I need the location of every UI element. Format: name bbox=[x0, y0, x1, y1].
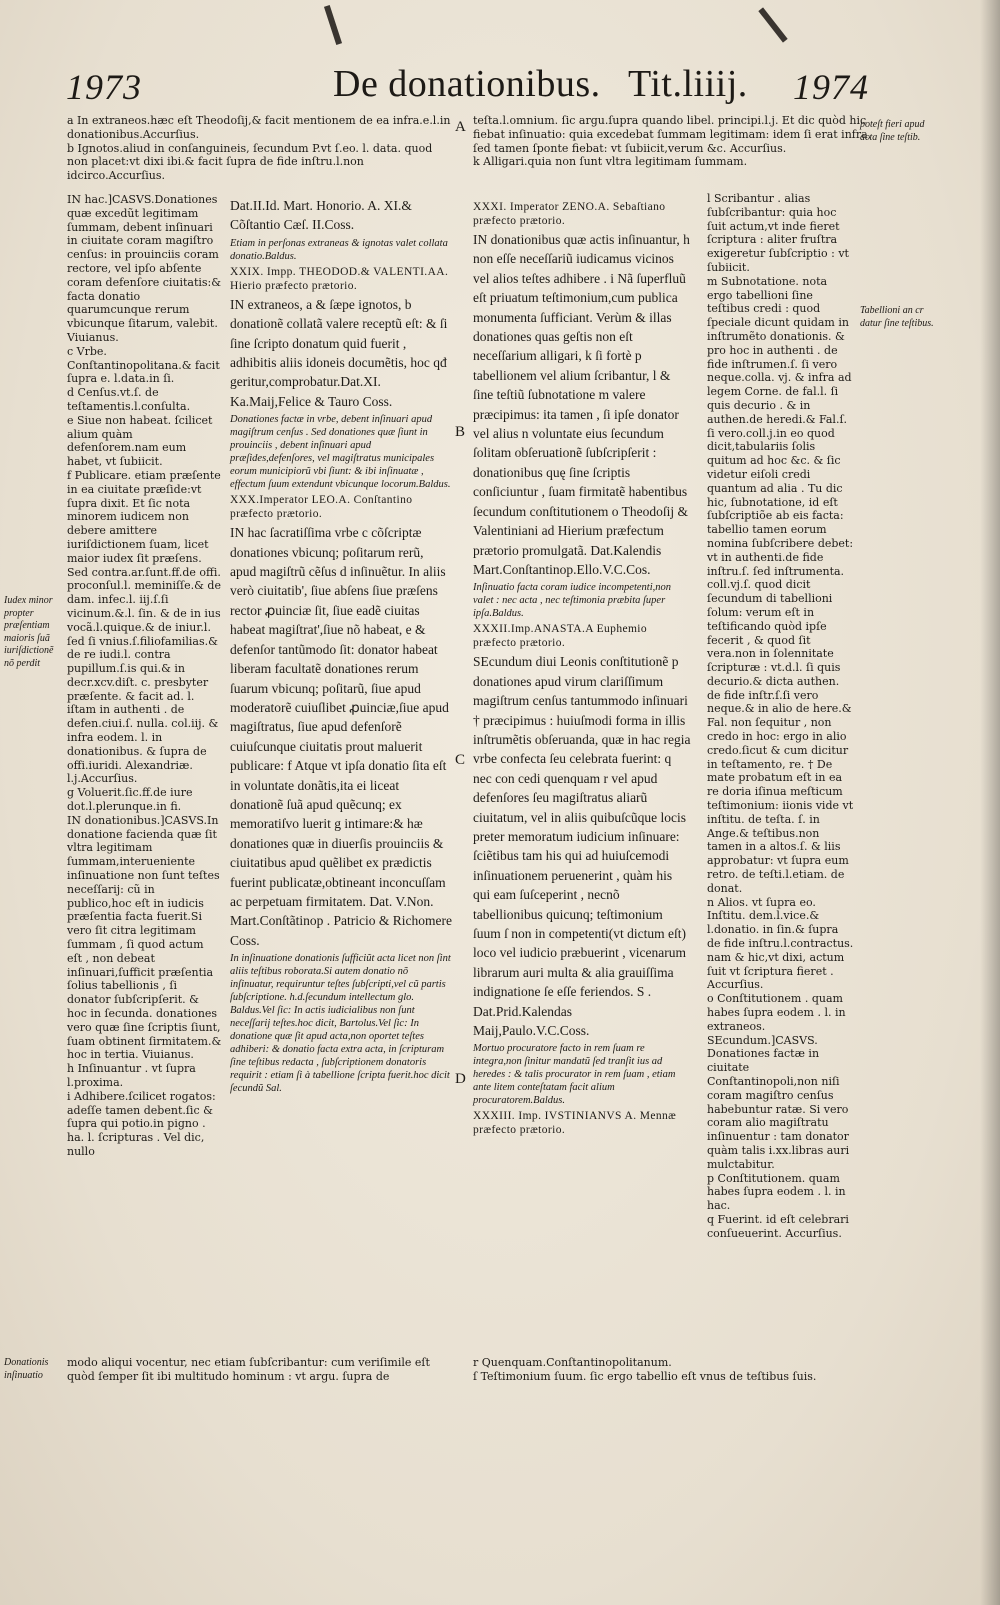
dating-rubric: Dat.II.Id. Mart. Honorio. A. XI.& Cõſtantio Cæſ. II.Coss. bbox=[230, 198, 412, 233]
editorial-summary: Donationes factæ in vrbe, debent inſinuari apud magiſtrum cenſus . Sed donationes quæ ſiunt in prouinciis , debent inſinuari apud præſides,defenſores, vel magiſtratus municipales eorum municipiorũ vbi ſiunt: & ibi inſinuatæ , effectum ſuum extendunt vbicunque locorum.Baldus. bbox=[230, 414, 451, 491]
binding-shadow bbox=[980, 0, 1000, 1605]
gloss-top-right: teſta.l.omnium. ſic argu.ſupra quando libel. principi.l.j. Et dic quòd hic fiebat inſinuatio: quia excedebat ſummam legitimam: idem ſi erat infra, ſed tamen ſponte fiebat: vt ſubiicit,verum &c. Accurſius. k Alligari.quia non ſunt vltra legitimam ſummam. bbox=[473, 114, 872, 169]
law-text: IN donationibus quæ actis inſinuantur, h non eſſe neceſſariũ iudicamus vicinos vel alios teſtes adhibere . i Nã ſuperfluũ eſt priuatum teſtimonium,cum publica monumenta ſufficiant. Verùm & illas donationes quas geſtis non eſt neceſſarium alligari, k ſi fortè p tabellionem vel alium ſcribantur, l & ſine teſtiũ ſubnotatione m valere præcipimus: ita tamen , ſi ipſe donator vel alius n voluntate eius ſecundum ſolitam obſeruationẽ ſubſcripſerit : donationibus quę ſine ſcriptis conſiciuntur , ſuam firmitatẽ habentibus ſecundum conſtitutionem o Theodoſij & Valentiniani ad Hierium præfectum prætorio promulgatã. Dat.Kalendis Mart.Conſtantinop.Ello.V.C.Cos. bbox=[473, 232, 690, 577]
section-letter-b: B bbox=[455, 424, 466, 440]
gloss-column-left: IN hac.]CASVS.Donationes quæ excedũt legitimam ſummam, debent inſinuari in ciuitate coram magiſtro cenſus: in prouinciis coram rectore, vel ipſo abſente coram defenſore ciuitatis:& facta donatio quarumcunque rerum vbicunque ſitarum, valebit. Viuianus. c Vrbe. Conſtantinopolitana.& facit ſupra e. l.data.in ſi. d Cenſus.vt.ſ. de teſtamentis.l.conſulta. e Siue non habeat. ſcilicet alium quàm defenſorem.nam eum habet, vt ſubiicit. f Publicare. etiam præſente in ea ciuitate præſide:vt ſupra dixit. Et ſic nota minorem iudicem non debere amittere iuriſdictionem ſuam, licet maior iudex ſit præſens. Sed contra.ar.ſunt.ff.de offi. proconſul.l. meminiſſe.& de dam. infec.l. iij.ſ.ſi vicinum.&.l. ſin. & de in ius vocã.l.quique.& de iniur.l. ſed ſi vnius.ſ.filiofamilias.& de re iudi.l. contra pupillum.ſ.is qui.& in decr.xcv.diſt. c. presbyter præſente. & facit ad. l. iſtam in authenti . de defen.ciui.ſ. nulla. col.iij. & infra eodem. l. in donationibus. & ſupra de offi.iuridi. Alexandriæ. l.j.Accurſius. g Voluerit.ſic.ff.de iure dot.l.plerunque.in fi. IN donationibus.]CASVS.In donatione facienda quæ ſit vltra legitimam ſummam,interueniente inſinuatione non ſunt teſtes neceſſarij: cũ in publico,hoc eſt in iudicis præſentia facta fuerit.Si vero ſit citra legitimam ſummam , ſi quod actum eſt , non debeat inſinuari,ſufficit præſentia ſolius tabellionis , ſi donator ſubſcripſerit. & hoc in ſecunda. donationes vero quæ ſine ſcriptis ſiunt, ſuam obtinent ſirmitatem.& hoc in tertia. Viuianus. h Inſinuantur . vt ſupra l.proxima. i Adhibere.ſcilicet rogatos: adeſſe tamen debent.ſic & ſupra qui potio.in pigno . ha. l. ſcripturas . Vel dic, nullo bbox=[67, 193, 222, 1158]
left-page-number: 1973 bbox=[66, 67, 142, 107]
editorial-summary: In inſinuatione donationis ſufficiũt acta licet non ſint aliis teſtibus roborata.Si autem donatio nõ inſinuatur, requiruntur teſtes ſubſcripti,vel cũ partis ſubſcriptione. h.d.ſecundum intellectum glo. Baldus.Vel ſic: In actis iudicialibus non ſunt neceſſarij teſtes.hoc dicit, Bartolus.Vel ſic: In donatione quæ ſit apud acta,non oportet teſtes adhiberi: & donatio facta extra acta, in ſcripturam ſine teſtibus redacta , ſubſcriptionem donatoris requirit : etiam ſi à tabellione ſcripta fuerit.hoc dicit ſecundũ Sal. bbox=[230, 953, 451, 1095]
section-letter-c: C bbox=[455, 752, 466, 768]
law-heading: XXXII.Imp.ANASTA.A Euphemio præfecto prætorio. bbox=[473, 623, 648, 650]
margin-note-donationis: Donationis inſinuatio bbox=[4, 1357, 49, 1381]
section-letter-a: A bbox=[455, 119, 466, 135]
gloss-bottom-right: r Quenquam.Conſtantinopolitanum. ſ Teſtimonium ſuum. ſic ergo tabellio eſt vnus de teſtibus ſuis. bbox=[473, 1356, 817, 1383]
right-page-number: 1974 bbox=[793, 67, 869, 107]
column-2 bbox=[230, 196, 452, 1097]
law-heading: XXXI. Imperator ZENO.A. Sebaſtiano præfecto prætorio. bbox=[473, 201, 666, 227]
margin-note-right-top: poteſt fieri apud acta ſine teſtib. bbox=[860, 119, 925, 143]
gloss-top-left: a In extraneos.hæc eſt Theodoſij,& facit mentionem de ea infra.e.l.in donationibus.Accurſius. b Ignotos.aliud in conſanguineis, ſecundum P.vt ſ.eo. l. data. quod non placet:vt dixi ibi.& facit ſupra de fide inſtru.l.non idcirco.Accurſius. bbox=[67, 114, 451, 183]
law-text: IN extraneos, a & ſæpe ignotos, b donationẽ collatã valere receptũ eſt: & ſi ſine ſcripto donatum quid fuerit , adhibitis aliis idoneis documẽtis, hoc qđ geritur,comprobatur.Dat.XI. Ka.Maij,Felice & Tauro Coss. bbox=[230, 296, 448, 409]
law-text: IN hac ſacratiſſima vrbe c cõſcriptæ donationes vbicunq; poſitarum rerũ, apud magiſtrũ cẽſus d inſinuẽtur. In aliis verò ciuitatib', ſiue abſens ſiue præſens rector ꝓuinciæ ſit, ſiue eadẽ ciuitas habeat magiſtrat',ſiue nõ habeat, e & defenſor tantũmodo ſit: donator habeat liberam facultatẽ donationes rerum ſuarum vbicunq; poſitarũ, ſiue apud moderatorẽ cuiuſlibet ꝓuinciæ,ſiue apud magiſtratus, ſiue apud defenſorẽ cuiuſcunque ciuitatis prout maluerit publicare: f Atque vt ipſa donatio ſita eſt in voluntate donãtis,ita ei liceat donationẽ ſuã apud quẽcunq; ex memoratiſvo luerit g intimare:& hæ donationes quæ in diuerſis prouinciis & ciuitatibus apud quẽlibet ex prædictis fuerint publicatæ,obtineant inconcuſſam ac perpetuam firmitatem. Dat. V.Non. Mart.Conſtãtinop . Patricio & Richomere Coss. bbox=[230, 525, 452, 948]
margin-note-index: Iudex minor propter præſentiam maioris ſuã iuriſdictionẽ nõ perdit bbox=[4, 595, 54, 669]
editorial-summary: Mortuo procuratore facto in rem ſuam re integra,non ſinitur mandatũ ſed tranſit ius ad heredes : & talis procurator in rem ſuam , etiam ante litem conteſtatam facit alium procuratorem.Baldus. bbox=[473, 1043, 676, 1107]
gloss-bottom-left: modo aliqui vocentur, nec etiam ſubſcribantur: cum veriſimile eſt quòd ſemper ſit ibi multitudo hominum : vt argu. ſupra de bbox=[67, 1356, 430, 1383]
law-heading: XXXIII. Imp. IVSTINIANVS A. Mennæ præfecto prætorio. bbox=[473, 1110, 677, 1137]
binding-rod bbox=[324, 5, 342, 45]
margin-note-right-mid: Tabellioni an cr datur ſine teſtibus. bbox=[860, 305, 934, 329]
editorial-summary: Inſinuatio facta coram iudice incompetenti,non valet : nec acta , nec teſtimonia præbita ſuper ipſa.Baldus. bbox=[473, 582, 672, 620]
law-heading: XXIX. Impp. THEODOD.& VALENTI.AA. Hierio præfecto prætorio. bbox=[230, 265, 449, 292]
law-heading: XXX.Imperator LEO.A. Conſtantino præfecto prætorio. bbox=[230, 494, 413, 521]
binding-rod bbox=[758, 7, 787, 42]
law-text: SEcundum diui Leonis conſtitutionẽ p donationes apud virum clariſſimum magiſtrum cenſus tantummodo inſinuari † præcipimus : huiuſmodi forma in illis inſtrumẽtis obſeruanda, quæ in hac regia vrbe confecta ſeu celebrata fuerint: q nec con cedi quenquam r vel apud defenſores ſeu magiſtratus aliarũ ciuitatum, vel in aliis quibuſcũque locis preter memoratum iudicium inſinuare: ſciẽtibus tam his qui ad huiuſcemodi inſinuationem peruenerint , quàm his qui eam ſuſceperint , necnõ tabellionibus quicunq; teſtimonium ſuum ſ non in competenti(vt dictum eſt) loco vel iudicio præbuerint , vicenarum librarum auri multa & alia grauiſſima indignatione ſe eſſe feriendos. S . Dat.Prid.Kalendas Maij,Paulo.V.C.Coss. bbox=[473, 654, 691, 1039]
editorial-summary: Etiam in perſonas extraneas & ignotas valet collata donatio.Baldus. bbox=[230, 237, 448, 262]
gloss-column-right: l Scribantur . alias ſubſcribantur: quia hoc ſuit actum,vt inde fieret ſcriptura : aliter fruſtra exigeretur ſubſcriptio : vt ſubiicit. m Subnotatione. nota ergo tabellioni ſine teſtibus credi : quod ſpeciale dicunt quidam in inſtrumẽto donationis. & pro hoc in authenti . de fide inſtrumen.ſ. ſi vero neque.colla. vj. & infra ad legem Corne. de fal.l. ſi quis decurio . & in authen.de heredi.& Fal.ſ. ſi vero.coll.j.in eo quod dicit,tabulariis ſolis quitum ad hoc &c. & ſic videtur eiſoli credi quantum ad alia . Tu dic hic, ſubnotatione, id eſt ſubſcriptiõe ab eis facta: tabellio tamen eorum nomina ſubſcribere debet: vt in authenti.de fide inſtru.ſ. ſed inſtrumenta. coll.vj.ſ. quod dicit ſecundum di tabellioni ſolum: verum eſt in teſtificando quòd ipſe fecerit , & quod ſit vera.non in ſolennitate ſcripturæ : vt.d.l. ſi quis decurio.& dicta authen. de fide inſtr.ſ.ſi vero neque.& in alio de here.& Fal. non ſequitur , non credo in hoc: ergo in alio credo.ſicut & cum dicitur in teſtamento, re. † De mate probatum eſt in ea re doria iſinua meſticum teſtimonium: iionis vide vt inſtitu. de teſta. ſ. in Ange.& teſtibus.non tamen in a altos.ſ. & liis approbatur: vt ſupra eum retro. de teſti.l.etiam. de donat. n Alios. vt ſupra eo. Inſtitu. dem.l.vice.& l.donatio. in ſin.& ſupra de fide inſtru.l.contractus. nam & hic,vt dixi, actum ſuit vt ſcriptura fieret . Accurſius. o Conſtitutionem . quam habes ſupra eodem . l. in extraneos. SEcundum.]CASVS. Donationes factæ in ciuitate Conſtantinopoli,non niſi coram magiſtro cenſus habebuntur ratæ. Si vero coram alio magiſtratu inſinuentur : tam donator quàm talis i.xx.libras auri mulctabitur. p Conſtitutionem. quam habes ſupra eodem . l. in hac. q Fuerint. id eſt celebrari conſueuerint. Accurſius. bbox=[707, 192, 854, 1240]
column-3 bbox=[473, 200, 691, 1139]
page-title: De donationibus. bbox=[333, 63, 601, 105]
section-letter-d: D bbox=[455, 1071, 466, 1087]
title-number: Tit.liiij. bbox=[628, 63, 748, 105]
